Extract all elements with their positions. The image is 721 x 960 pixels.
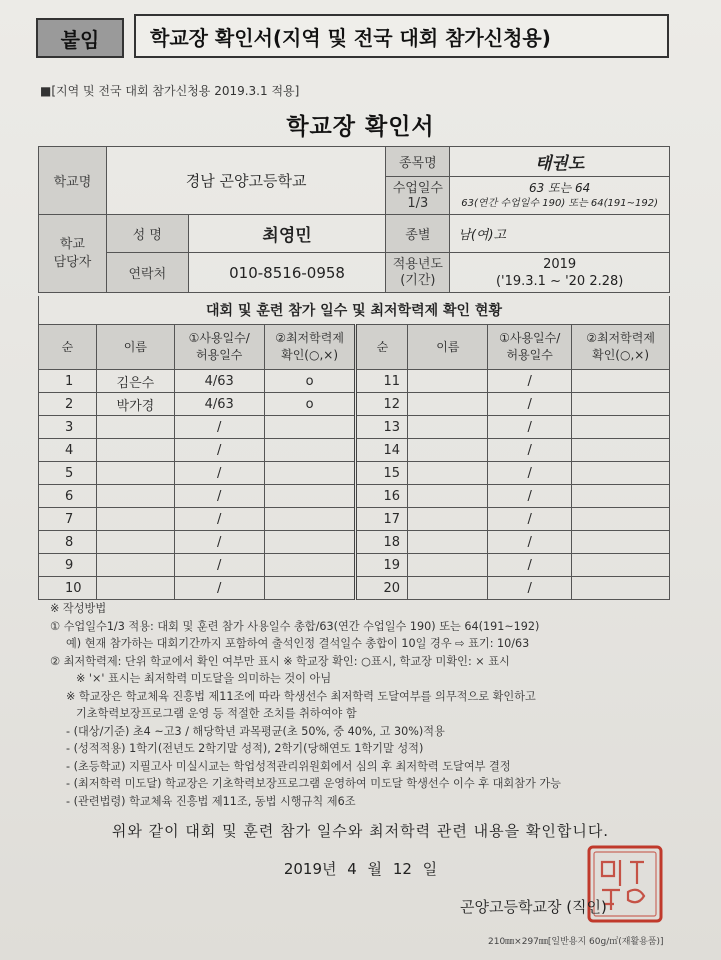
row-no: 7 <box>39 508 97 531</box>
col-days-2-1: ①사용일수/ <box>499 331 561 345</box>
col-no-2: 순 <box>356 325 408 370</box>
row-name-2 <box>408 531 488 554</box>
row-name <box>96 462 174 485</box>
notes-section <box>50 600 680 810</box>
row-days: / <box>174 508 264 531</box>
note-line-11: - (관련법령) 학교체육 진흥법 제11조, 동법 시행규칙 제6조 <box>66 794 356 808</box>
row-name: 김은수 <box>96 370 174 393</box>
row-name <box>96 554 174 577</box>
gender-label: 종별 <box>386 215 450 253</box>
year-value-2: ('19.3.1 ~ '20 2.28) <box>495 273 624 289</box>
row-no-2: 19 <box>356 554 408 577</box>
attachment-tag: 붙임 <box>36 18 124 58</box>
paper-spec-note: 210㎜×297㎜[일반용지 60g/㎡(재활용품)] <box>488 937 664 947</box>
row-days-2: / <box>488 416 572 439</box>
note-line-1: ① 수업일수1/3 적용: 대회 및 훈련 참가 사용일수 총합/63(연간 수업일수 190) 또는 64(191~192) <box>50 619 540 633</box>
name-label: 성 명 <box>106 215 188 253</box>
participation-table <box>38 324 670 600</box>
sport-value: 태권도 <box>450 147 670 177</box>
col-check-2-2: 확인(○,×) <box>592 348 649 362</box>
sport-label: 종목명 <box>386 147 450 177</box>
year-label-2: (기간) <box>400 272 436 288</box>
row-days-2: / <box>488 485 572 508</box>
table-row <box>39 462 670 485</box>
row-check <box>264 531 356 554</box>
row-days-2: / <box>488 370 572 393</box>
section-title: 대회 및 훈련 참가 일수 및 최저학력제 확인 현황 <box>38 296 670 324</box>
note-line-6: 기초학력보장프로그램 운영 등 적절한 조치를 취하여야 함 <box>76 707 357 720</box>
col-days-2-2: 허용일수 <box>506 348 553 362</box>
row-check-2 <box>572 439 670 462</box>
row-no: 6 <box>39 485 97 508</box>
row-days-2: / <box>488 508 572 531</box>
row-check <box>264 485 356 508</box>
days-value-1: 63 또는 64 <box>528 180 591 195</box>
row-days: / <box>174 462 264 485</box>
row-days-2: / <box>488 554 572 577</box>
row-check-2 <box>572 577 670 600</box>
row-check <box>264 508 356 531</box>
row-name-2 <box>408 577 488 600</box>
note-line-4: ※ '×' 표시는 최저학력 미도달을 의미하는 것이 아님 <box>76 672 332 685</box>
row-check-2 <box>572 508 670 531</box>
row-check-2 <box>572 462 670 485</box>
row-days: / <box>174 554 264 577</box>
row-no: 10 <box>39 577 97 600</box>
row-name-2 <box>408 393 488 416</box>
note-line-10: - (최저학력 미도달) 학교장은 기초학력보장프로그램 운영하여 미도달 학생선수 이수 후 대회참가 가능 <box>66 777 561 790</box>
row-no: 3 <box>39 416 97 439</box>
table-row <box>39 508 670 531</box>
row-check <box>264 577 356 600</box>
row-name-2 <box>408 485 488 508</box>
note-line-5: ※ 학교장은 학교체육 진흥법 제11조에 따라 학생선수 최저학력 도달여부를 의무적으로 확인하고 <box>66 689 536 703</box>
row-no-2: 18 <box>356 531 408 554</box>
row-no-2: 13 <box>356 416 408 439</box>
row-days: / <box>174 485 264 508</box>
row-name <box>96 485 174 508</box>
row-days: / <box>174 439 264 462</box>
row-no: 9 <box>39 554 97 577</box>
table-header-row <box>39 325 670 370</box>
col-check-2-1: ②최저학력제 <box>586 331 655 345</box>
row-no: 5 <box>39 462 97 485</box>
school-label: 학교명 <box>39 147 107 215</box>
col-no: 순 <box>39 325 97 370</box>
row-check: o <box>264 393 356 416</box>
col-check-1: ②최저학력제 <box>275 331 344 345</box>
document-title: 학교장 확인서 <box>286 114 435 140</box>
col-days-1: ①사용일수/ <box>188 331 250 345</box>
days-value-2: 63(연간 수업일수 190) 또는 64(191~192) <box>461 197 658 209</box>
issue-date: 2019년 4 월 12 일 <box>283 860 438 878</box>
row-check-2 <box>572 370 670 393</box>
row-days-2: / <box>488 531 572 554</box>
row-days: 4/63 <box>174 393 264 416</box>
row-check-2 <box>572 531 670 554</box>
top-note: ■[지역 및 전국 대회 참가신청용 2019.3.1 적용] <box>40 84 300 98</box>
table-row <box>39 554 670 577</box>
note-line-3: ② 최저학력제: 단위 학교에서 확인 여부만 표시 ※ 학교장 확인: ○표시, 학교장 미확인: × 표시 <box>50 654 510 668</box>
row-days-2: / <box>488 393 572 416</box>
info-table <box>38 146 670 293</box>
row-name-2 <box>408 554 488 577</box>
row-check: o <box>264 370 356 393</box>
contact-label: 연락처 <box>106 253 188 293</box>
row-check <box>264 416 356 439</box>
table-row <box>39 370 670 393</box>
table-row <box>39 393 670 416</box>
col-days-2: 허용일수 <box>196 348 243 362</box>
table-row <box>39 439 670 462</box>
col-name-2: 이름 <box>408 325 488 370</box>
school-value: 경남 곤양고등학교 <box>106 147 386 215</box>
row-no: 1 <box>39 370 97 393</box>
row-check <box>264 439 356 462</box>
row-no-2: 14 <box>356 439 408 462</box>
row-name <box>96 577 174 600</box>
name-value: 최영민 <box>188 215 386 253</box>
year-label-1: 적용년도 <box>392 256 443 272</box>
col-name: 이름 <box>96 325 174 370</box>
row-days-2: / <box>488 439 572 462</box>
row-check-2 <box>572 416 670 439</box>
table-row <box>39 531 670 554</box>
row-name-2 <box>408 508 488 531</box>
row-days: / <box>174 531 264 554</box>
table-row <box>39 416 670 439</box>
row-name-2 <box>408 439 488 462</box>
row-name <box>96 508 174 531</box>
table-row <box>39 485 670 508</box>
row-no-2: 20 <box>356 577 408 600</box>
header-title: 학교장 확인서(지역 및 전국 대회 참가신청용) <box>134 14 669 58</box>
row-days-2: / <box>488 577 572 600</box>
manager-label-1: 학교 <box>59 236 85 252</box>
row-check-2 <box>572 393 670 416</box>
row-days: 4/63 <box>174 370 264 393</box>
contact-value: 010-8516-0958 <box>188 253 386 293</box>
row-no-2: 11 <box>356 370 408 393</box>
row-days: / <box>174 577 264 600</box>
confirmation-statement: 위와 같이 대회 및 훈련 참가 일수와 최저학력 관련 내용을 확인합니다. <box>111 822 610 840</box>
manager-label-2: 담당자 <box>53 254 92 270</box>
row-check <box>264 462 356 485</box>
row-check-2 <box>572 485 670 508</box>
row-name-2 <box>408 370 488 393</box>
row-no-2: 12 <box>356 393 408 416</box>
row-no: 4 <box>39 439 97 462</box>
row-name <box>96 416 174 439</box>
note-line-8: - (성적적용) 1학기(전년도 2학기말 성적), 2학기(당해연도 1학기말 성적) <box>66 742 424 755</box>
note-line-2: 예) 현재 참가하는 대회기간까지 포함하여 출석인정 결석일수 총합이 10일 경우 ⇨ 표기: 10/63 <box>66 637 530 650</box>
gender-value: 남(여)고 <box>450 215 670 253</box>
note-line-7: - (대상/기준) 초4 ~고3 / 해당학년 과목평균(초 50%, 중 40%, 고 30%)적용 <box>66 724 445 738</box>
table-row <box>39 577 670 600</box>
year-value-1: 2019 <box>543 256 577 272</box>
days-label-1: 수업일수 <box>392 180 443 196</box>
row-days-2: / <box>488 462 572 485</box>
row-name-2 <box>408 416 488 439</box>
notes-heading: ※ 작성방법 <box>50 602 107 615</box>
row-name: 박가경 <box>96 393 174 416</box>
days-label-2: 1/3 <box>407 195 429 211</box>
row-check <box>264 554 356 577</box>
signer: 곤양고등학교장 (직인) <box>460 898 607 916</box>
row-no: 8 <box>39 531 97 554</box>
row-no: 2 <box>39 393 97 416</box>
col-check-2: 확인(○,×) <box>281 348 338 362</box>
note-line-9: - (초등학교) 지필고사 미실시교는 학업성적관리위원회에서 심의 후 최저학력 도달여부 결정 <box>66 759 511 773</box>
row-no-2: 16 <box>356 485 408 508</box>
row-name <box>96 439 174 462</box>
row-no-2: 15 <box>356 462 408 485</box>
row-no-2: 17 <box>356 508 408 531</box>
row-name-2 <box>408 462 488 485</box>
row-days: / <box>174 416 264 439</box>
row-check-2 <box>572 554 670 577</box>
row-name <box>96 531 174 554</box>
